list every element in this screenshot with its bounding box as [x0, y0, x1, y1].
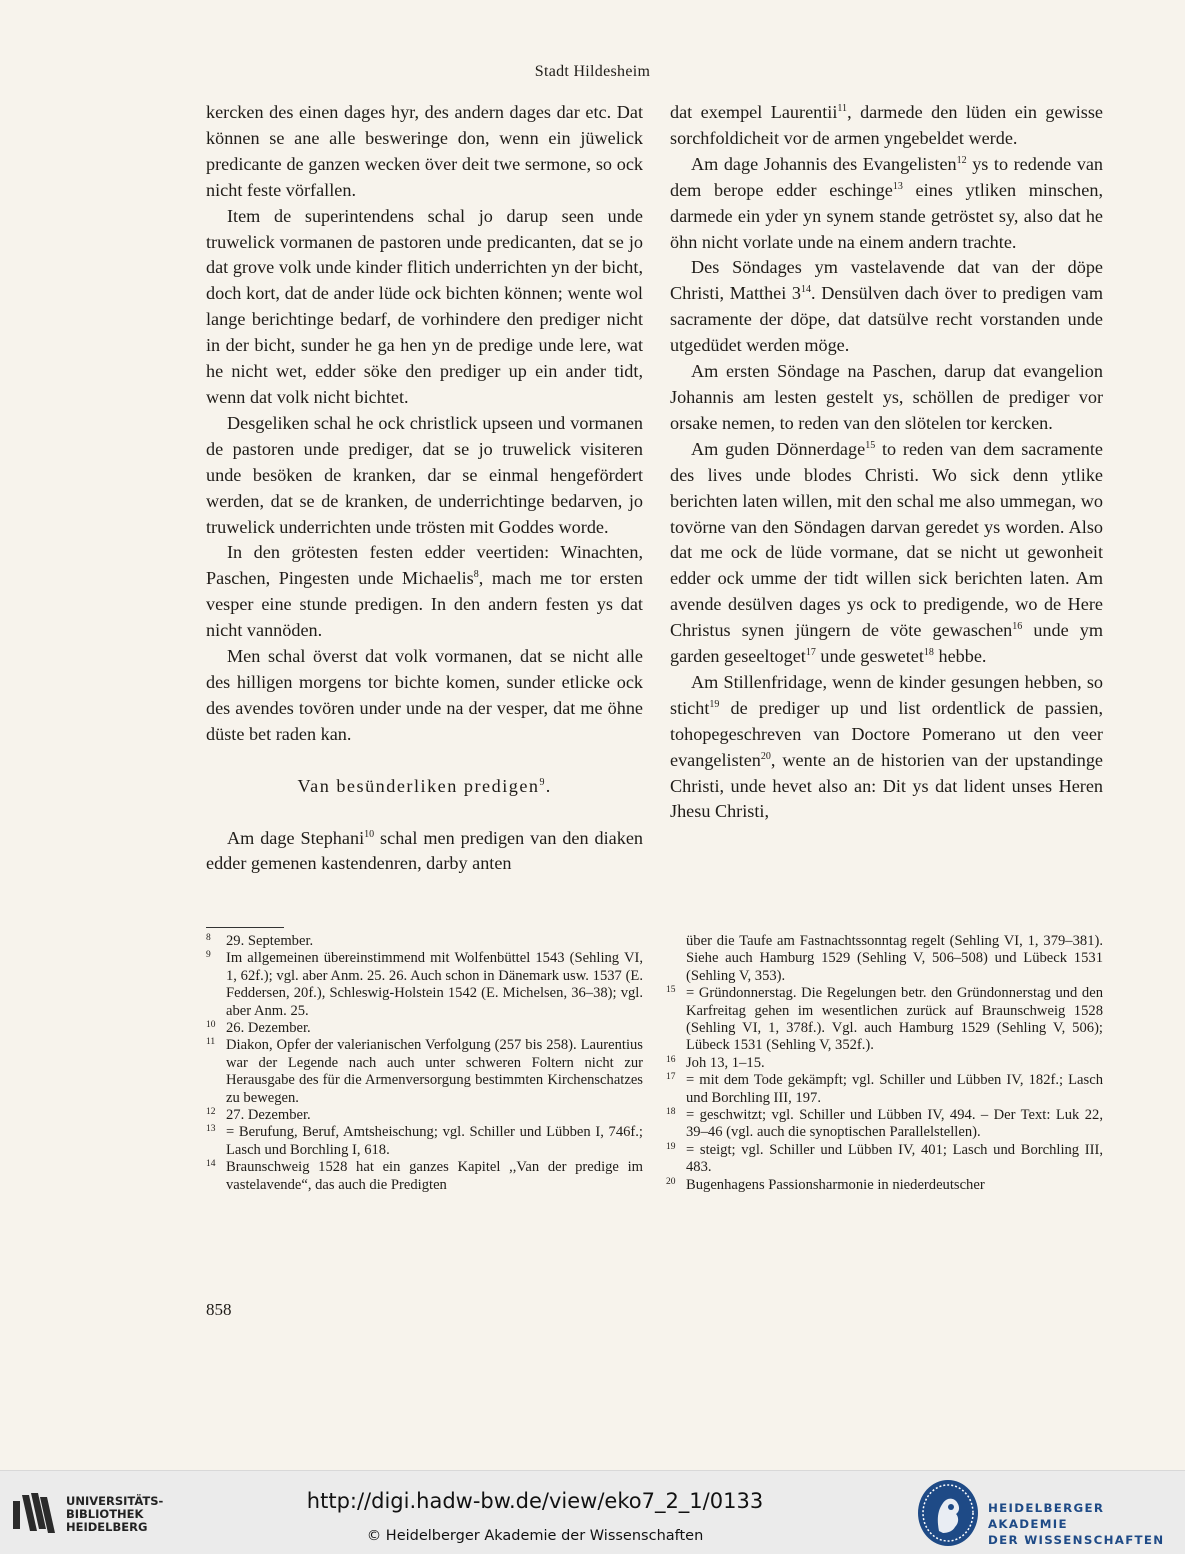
footnote: 17 = mit dem Tode gekämpft; vgl. Schiller und Lübben IV, 182f.; Lasch und Borchling III, 197. [666, 1072, 1103, 1106]
footnote-ref[interactable]: 17 [805, 647, 816, 659]
logo-text: UNIVERSITÄTS- [66, 1494, 164, 1508]
academy-seal-icon [915, 1477, 981, 1549]
university-library-logo[interactable] [10, 1487, 180, 1539]
paragraph: kercken des einen dages hyr, des andern dages dar etc. Dat können se ane alle besweringe don, wenn ein jüwelick predicante de ganzen wecken över deit twe sermone, so ock nicht feste vörfallen. [206, 102, 643, 200]
footnotes-left [206, 933, 643, 1194]
footnote-ref[interactable]: 11 [837, 103, 848, 114]
footnote: 18 = geschwitzt; vgl. Schiller und Lübben IV, 494. – Der Text: Luk 22, 39–46 (vgl. auch die synoptischen Parallelstellen). [666, 1107, 1103, 1141]
footnote-ref[interactable]: 9 [539, 776, 546, 788]
logo-text: HEIDELBERG [66, 1520, 148, 1534]
viewer-footer [0, 1470, 1185, 1554]
paragraph: Men schal överst dat volk vormanen, dat se nicht alle des hilligen morgens tor bichte komen, sunder etlicke ock des avendes tovören under unde na der vesper, dat me öhne düste bet raden kan. [206, 646, 643, 744]
footnote-ref[interactable]: 19 [709, 698, 720, 710]
logo-text: DER WISSENSCHAFTEN [988, 1533, 1165, 1547]
footnote: 19 = steigt; vgl. Schiller und Lübben IV, 401; Lasch und Borchling III, 483. [666, 1141, 1103, 1176]
paragraph: Desgeliken schal he ock christlick upseen und vormanen de pastoren unde prediger, dat se jo truwelick visiteren unde besöken de kranken, dar se einmal hengefördert werden, dat se de kranken, de underrichtinge bedarven, jo truwelick underrichten unde trösten mit Goddes worde. [206, 412, 643, 537]
paragraph: Am guden Dönnerdage$^{15}$ to reden van dem sacramente des lives unde blodes Christi. Wo sick denn ytlike berichten laten willen, mit den schal me also ummegan, wo tovörne van den Söndagen darvan geredet ys worden. Also dat me ock de lüde vormane, dat se nicht ut gewonheit edder ock umme der tidt willen sick berichten laten. Am avende desülven dages ys ock to predigende, wo de Here Christus synen jüngern de vöte gewaschen$^{16}$ unde ym garden geseeltoget$^{17}$ unde geswetet$^{18}$ hebbe. [670, 438, 1104, 667]
permalink-url[interactable]: http://digi.hadw-bw.de/view/eko7_2_1/0133 [306, 1489, 764, 1513]
footnote-rule [206, 927, 284, 928]
section-heading: Van besünderliken predigen$^9$. [297, 775, 552, 796]
logo-text: HEIDELBERGER AKADEMIE [988, 1501, 1105, 1531]
copyright-notice: © Heidelberger Akademie der Wissenschaften [366, 1528, 704, 1544]
paragraph: Des Söndages ym vastelavende dat van der döpe Christi, Matthei $3^{14}$. Densülven dach över to predigen vam sacramente der döpe, dat datsülve recht vorstanden unde utgedüdet werden möge. [670, 257, 1103, 356]
footnote: 11 Diakon, Opfer der valerianischen Verfolgung (257 bis 258). Laurentius war der Legende nach auch unter schweren Foltern nicht zur Herausgabe des für die Armenversorgung bestimmten Kirchenschatzes zu bewegen. [206, 1037, 643, 1106]
footnote: 16 Joh 13, 1–15. [666, 1054, 765, 1071]
paragraph: dat exempel Laurentii$^{11}$, darmede den lüden ein gewisse sorchfoldicheit vor de armen yngebeldet werde. [670, 102, 1104, 148]
paragraph: Am Stillenfridage, wenn de kinder gesungen hebben, so sticht$^{19}$ de prediger up und list ordentlick de passien, tohopegeschreven van Doctore Pomerano ut den veer evangelisten$^{20}$, wente an de historien van der upstandinge Christi, unde hevet also an: Dit ys dat lident unses Heren Jhesu Christi, [670, 671, 1103, 822]
paragraph: Am dage Stephani$^{10}$ schal men predigen van den diaken edder gemenen kastendenren, darby anten [206, 827, 644, 874]
left-text-column [206, 100, 643, 877]
footnote: 15 = Gründonnerstag. Die Regelungen betr. den Gründonnerstag und den Karfreitag gehen im wesentlichen zurück auf Braunschweig 1528 (Sehling VI, 1, 378f.). Vgl. auch Hamburg 1529 (Sehling V, 506); Lübeck 1531 (Sehling V, 352f.). [666, 985, 1103, 1054]
footnote: 13 = Berufung, Beruf, Amtsheischung; vgl. Schiller und Lübben I, 746f.; Lasch und Borchling I, 618. [206, 1124, 643, 1158]
footnote: 20 Bugenhagens Passionsharmonie in niederdeutscher [666, 1176, 985, 1193]
footnotes-right [666, 933, 1103, 1194]
footnote-ref[interactable]: 10 [364, 828, 375, 840]
footnote-ref[interactable]: 14 [801, 284, 812, 296]
page-number: 858 [206, 1300, 232, 1319]
footnote-ref[interactable]: 18 [923, 647, 934, 659]
footnote: 10 26. Dezember. [206, 1020, 311, 1037]
footnote-ref[interactable]: 8 [473, 569, 479, 581]
footnote-ref[interactable]: 16 [1012, 621, 1023, 633]
footnote-ref[interactable]: 12 [956, 154, 967, 166]
academy-logo[interactable] [915, 1477, 1177, 1549]
footnote-ref[interactable]: 20 [760, 750, 771, 762]
footnote: 14 Braunschweig 1528 hat ein ganzes Kapitel ,,Van der predige im vastelavende“, das auch die Predigten [206, 1159, 643, 1193]
footnote: 9 Im allgemeinen übereinstimmend mit Wolfenbüttel 1543 (Sehling VI, 1, 62f.); vgl. aber Anm. 25. 26. Auch schon in Dänemark usw. 1537 (E. Feddersen, 20f.), Schleswig-Holstein 1542 (E. Michelsen, 36–38); vgl. aber Anm. 25. [206, 950, 643, 1019]
paragraph: Item de superintendens schal jo darup seen unde truwelick vormanen de pastoren unde predicanten, dat se jo dat grove volk unde kinder flitich underrichten yn der bicht, doch kort, dat de ander lüde ock bichten können; wente wol lange berichtinge bedarf, de vorhindere den prediger nicht in der bicht, sunder he ga hen yn de predige unde lere, wat he nicht wet, edder söke den prediger up ein ander tidt, wenn dat volk nicht bichtet. [206, 205, 643, 407]
paragraph: Am dage Johannis des Evangelisten$^{12}$ ys to redende van dem berope edder eschinge$^{13}$ eines ytliken minschen, darmede ein yder yn synem stande getröstet sy, also dat he öhn nicht vorlate unde na einem andern trachte. [670, 153, 1103, 252]
right-text-column [670, 100, 1103, 825]
university-library-mark-icon [10, 1487, 60, 1539]
footnote-continuation: über die Taufe am Fastnachtssonntag regelt (Sehling VI, 1, 379–381). Siehe auch Hamburg 1529 (Sehling V, 506–508) und Lübeck 1531 (Sehling V, 353). [686, 933, 1103, 984]
footnote-ref[interactable]: 13 [892, 180, 903, 192]
footnote-ref[interactable]: 15 [865, 439, 876, 451]
paragraph: In den grötesten festen edder veertiden: Winachten, Paschen, Pingesten unde Michaelis$^8$, mach me tor ersten vesper eine stunde predigen. In den andern festen ys dat nicht vannöden. [206, 542, 643, 641]
footnote: 12 27. Dezember. [206, 1107, 311, 1124]
running-head: Stadt Hildesheim [534, 63, 651, 80]
footnote: 8 29. September. [206, 933, 314, 949]
logo-text: BIBLIOTHEK [66, 1507, 144, 1521]
paragraph: Am ersten Söndage na Paschen, darup dat evangelion Johannis am lesten gestelt ys, schöllen de prediger vor orsake nemen, to reden van den slötelen tor kercken. [670, 361, 1103, 433]
